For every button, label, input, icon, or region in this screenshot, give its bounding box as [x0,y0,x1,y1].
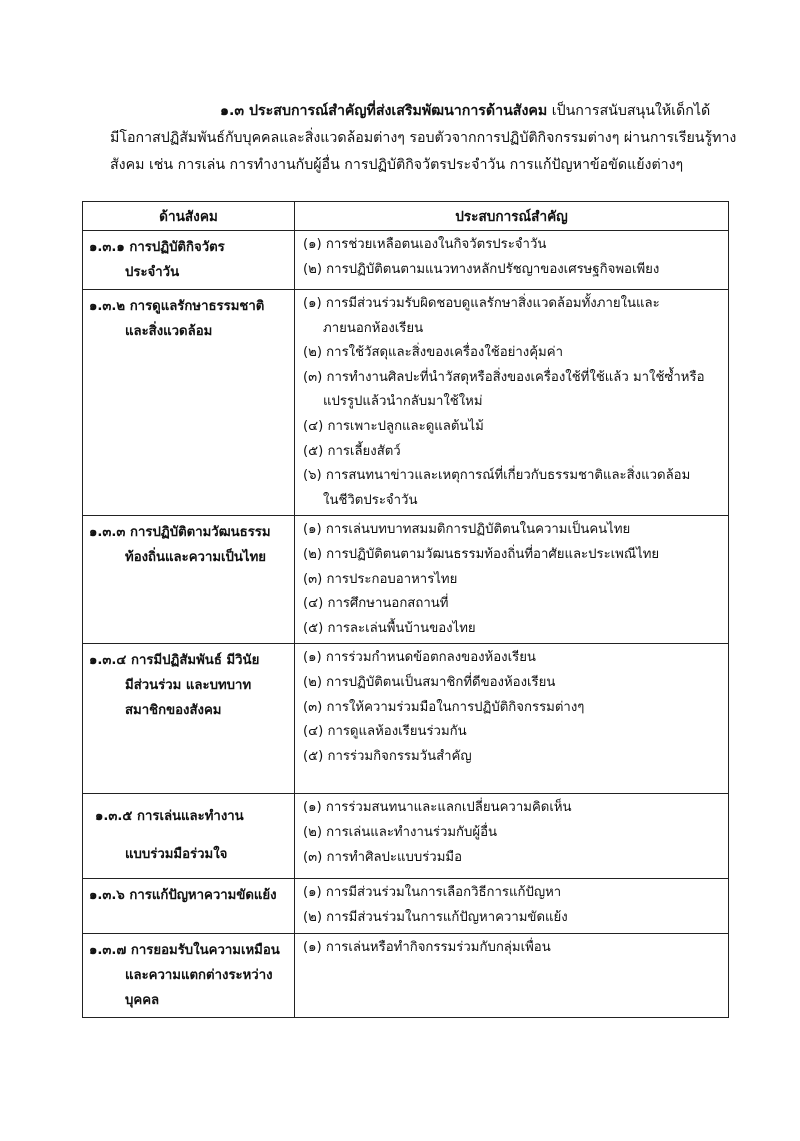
category-title-line: บุคคล [125,992,160,1008]
experience-cell [295,231,729,290]
experience-item: (๒) การปฏิบัติตนเป็นสมาชิกที่ดีของห้องเรียน [303,674,556,690]
category-title-line: แบบร่วมมือร่วมใจ [125,847,228,863]
category-title-line: ๑.๓.๒ การดูแลรักษาธรรมชาติ [89,299,265,314]
category-title-line: ๑.๓.๖ การแก้ปัญหาความขัดแย้ง [89,888,277,904]
table-row [83,516,729,644]
table-row [83,231,729,290]
experience-item: (๒) การปฏิบัติตนตามแนวทางหลักปรัชญาของเศรษฐกิจพอเพียง [303,261,660,277]
experience-item: (๓) การประกอบอาหารไทย [303,571,458,587]
table-header-row [83,202,729,231]
category-title-line: มีส่วนร่วม และบทบาท [125,678,252,694]
category-title-line: ท้องถิ่นและความเป็นไทย [125,550,266,566]
experience-item: (๓) การทำศิลปะแบบร่วมมือ [303,849,463,865]
header-social-domain: ด้านสังคม [83,202,295,231]
table-body [83,231,729,1018]
experience-item: (๕) การละเล่นพื้นบ้านของไทย [303,620,476,636]
experience-cell [295,879,729,933]
category-title-line: ๑.๓.๔ การมีปฏิสัมพันธ์ มีวินัย [89,653,260,669]
category-title-line: ประจำวัน [125,265,180,280]
category-cell [83,933,295,1017]
experience-item: (๑) การช่วยเหลือตนเองในกิจวัตรประจำวัน [303,237,547,252]
experience-item-continuation: ในชีวิตประจำวัน [323,492,418,508]
intro-line-1-rest: เป็นการสนับสนุนให้เด็กได้ [547,103,711,119]
experience-item: (๔) การดูแลห้องเรียนร่วมกัน [303,724,467,740]
category-cell [83,290,295,516]
category-title-line: ๑.๓.๗ การยอมรับในความเหมือน [89,942,280,958]
table-row [83,933,729,1017]
experience-item-continuation: แปรรูปแล้วนำกลับมาใช้ใหม่ [323,394,483,410]
experience-item: (๑) การมีส่วนร่วมในการเลือกวิธีการแก้ปัญหา [303,885,562,901]
experience-item: (๑) การเล่นหรือทำกิจกรรมร่วมกับกลุ่มเพื่อน [303,939,551,955]
category-title-line: ๑.๓.๑ การปฏิบัติกิจวัตร [89,240,225,255]
experience-item: (๕) การร่วมกิจกรรมวันสำคัญ [303,748,472,764]
experience-item: (๓) การให้ความร่วมมือในการปฏิบัติกิจกรรมต่างๆ [303,699,585,715]
experience-item: (๓) การทำงานศิลปะที่นำวัสดุหรือสิ่งของเครื่องใช้ที่ใช้แล้ว มาใช้ซ้ำหรือ [303,369,705,385]
category-cell [83,231,295,290]
experience-item: (๕) การเลี้ยงสัตว์ [303,443,401,459]
experience-cell [295,933,729,1017]
experience-item: (๔) การเพาะปลูกและดูแลต้นไม้ [303,418,484,434]
experience-item-continuation: ภายนอกห้องเรียน [323,320,424,336]
intro-line-3: สังคม เช่น การเล่น การทำงานกับผู้อื่น การปฏิบัติกิจวัตรประจำวัน การแก้ปัญหาข้อขัดแย้งต่างๆ [110,157,684,173]
experience-cell [295,290,729,516]
experience-item: (๔) การศึกษานอกสถานที่ [303,596,449,612]
intro-line-1 [110,98,735,125]
experience-item: (๒) การปฏิบัติตนตามวัฒนธรรมท้องถิ่นที่อาศัยและประเพณีไทย [303,546,660,562]
category-title-line: และความแตกต่างระหว่าง [125,967,273,983]
experience-cell [295,794,729,879]
header-key-experience: ประสบการณ์สำคัญ [295,202,729,231]
experience-item: (๒) การมีส่วนร่วมในการแก้ปัญหาความขัดแย้ง [303,909,568,925]
table-row [83,644,729,794]
experience-item: (๑) การร่วมกำหนดข้อตกลงของห้องเรียน [303,650,536,666]
category-cell [83,644,295,794]
intro-line-2: มีโอกาสปฏิสัมพันธ์กับบุคคลและสิ่งแวดล้อมต่างๆ รอบตัวจากการปฏิบัติกิจกรรมต่างๆ ผ่านการเรียนรู้ทาง [110,130,737,146]
category-cell [83,794,295,879]
experience-item: (๑) การเล่นบทบาทสมมติการปฏิบัติตนในความเป็นคนไทย [303,522,631,538]
category-title-line: ๑.๓.๕ การเล่นและทำงาน [95,809,244,825]
experience-item: (๖) การสนทนาข่าวและเหตุการณ์ที่เกี่ยวกับธรรมชาติและสิ่งแวดล้อม [303,468,691,484]
intro-paragraph [110,98,735,179]
experience-cell [295,644,729,794]
experience-item: (๑) การร่วมสนทนาและแลกเปลี่ยนความคิดเห็น [303,800,572,816]
category-title-line: และสิ่งแวดล้อม [125,324,213,339]
category-title-line: สมาชิกของสังคม [125,703,222,719]
table-row [83,290,729,516]
category-title-line: ๑.๓.๓ การปฏิบัติตามวัฒนธรรม [89,525,271,541]
table-row [83,794,729,879]
experience-cell [295,516,729,644]
social-experience-table [82,201,729,1018]
experience-item: (๒) การเล่นและทำงานร่วมกับผู้อื่น [303,824,498,840]
category-cell [83,879,295,933]
table-row [83,879,729,933]
experience-item: (๒) การใช้วัสดุและสิ่งของเครื่องใช้อย่างคุ้มค่า [303,345,563,361]
category-cell [83,516,295,644]
section-heading: ๑.๓ ประสบการณ์สำคัญที่ส่งเสริมพัฒนาการด้านสังคม [220,103,548,119]
experience-item: (๑) การมีส่วนร่วมรับผิดชอบดูแลรักษาสิ่งแวดล้อมทั้งภายในและ [303,296,660,311]
